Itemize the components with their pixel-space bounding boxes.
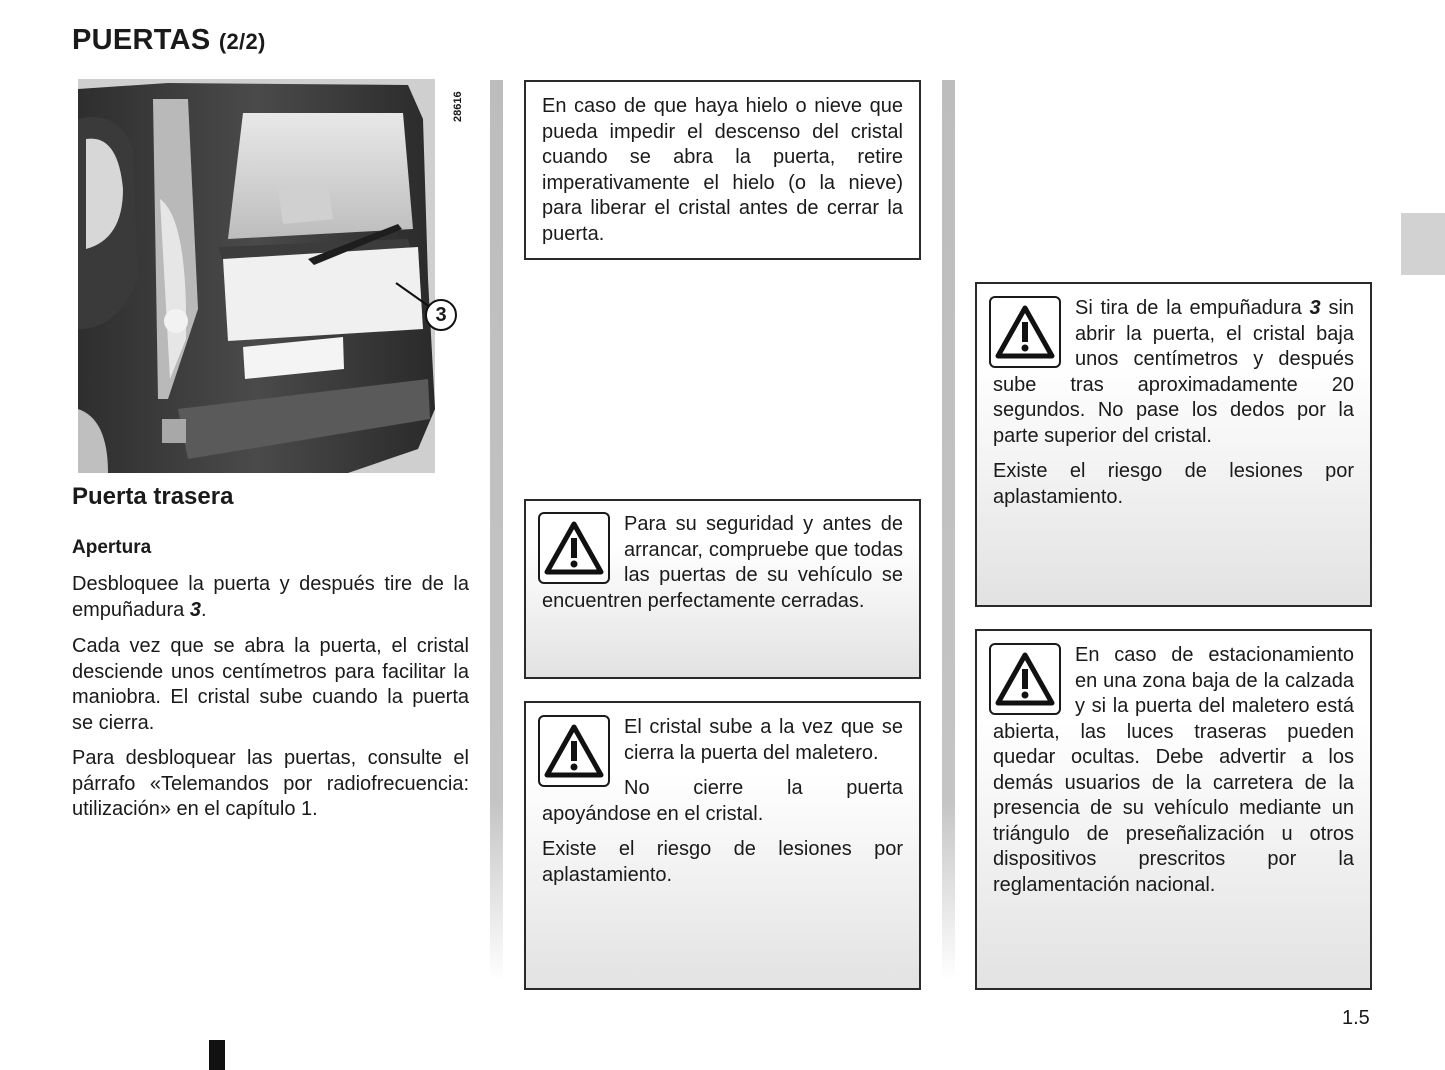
section-subheading: Apertura: [72, 537, 152, 558]
warning-triangle-icon: [538, 715, 610, 787]
paragraph-unlock-ref: Para desbloquear las puertas, consulte el párrafo «Telemandos por radiofrecuencia: utilización» en el capítulo 1.: [72, 747, 469, 820]
note-ice-text: En caso de que haya hielo o nieve que pueda impedir el descenso del cristal cuando se abra la puerta, retire imperativamente el hielo (o la nieve) para liberar el cristal antes de cerrar la puerta.: [542, 95, 903, 245]
paragraph-glass: Cada vez que se abra la puerta, el cristal desciende unos centímetros para facilitar la maniobra. El cristal sube cuando la puerta se cierra.: [72, 635, 469, 734]
warning-handle-text-b: sin abrir la puerta, el cristal baja unos centímetros y después sube tras aproximadamente 20 segundos. No pase los dedos por la parte superior del cristal.: [993, 297, 1355, 447]
paragraph-unlock-text: Desbloquee la puerta y después tire de la empuñadura: [72, 573, 469, 621]
warning-glass-text-1: El cristal sube a la vez que se cierra la puerta del maletero.: [624, 716, 903, 764]
warning-parking-box: [975, 629, 1372, 990]
page-title: [72, 24, 266, 57]
warning-triangle-icon: [989, 296, 1061, 368]
section-heading: Puerta trasera: [72, 483, 234, 510]
rear-door-illustration: [78, 79, 435, 473]
warning-safety-text: Para su seguridad y antes de arrancar, compruebe que todas las puertas de su vehículo se encuentren perfectamente cerradas.: [542, 513, 903, 612]
note-ice-box: [524, 80, 921, 260]
warning-parking-text: En caso de estacionamiento en una zona baja de la calzada y si la puerta del maletero está abierta, las luces traseras pueden quedar ocultas. Debe advertir a los demás usuarios de la carretera de la presencia de su vehículo mediante un triángulo de preseñalización u otros dispositivos prescritos por la reglamentación nacional.: [993, 644, 1354, 896]
column-separator: [490, 80, 503, 980]
paragraph-unlock-end: .: [201, 598, 207, 621]
page-title-main: PUERTAS: [72, 24, 211, 56]
warning-triangle-icon: [989, 643, 1061, 715]
warning-triangle-icon: [538, 512, 610, 584]
page-title-sub: (2/2): [218, 29, 266, 54]
callout-3: [425, 299, 457, 331]
figure-code: 28616: [452, 91, 464, 122]
warning-safety-box: [524, 499, 921, 679]
warning-handle-text-2: Existe el riesgo de lesiones por aplastamiento.: [993, 460, 1354, 508]
warning-glass-text-2: No cierre la puerta apoyándose en el cristal.: [542, 777, 903, 825]
warning-handle-text-a: Si tira de la empuñadura: [1075, 297, 1310, 319]
handle-ref: 3: [1309, 297, 1321, 319]
handle-ref: 3: [189, 598, 201, 621]
page-number: 1.5: [1342, 1007, 1370, 1029]
chapter-tab: [1401, 213, 1445, 275]
warning-glass-text-3: Existe el riesgo de lesiones por aplastamiento.: [542, 838, 903, 886]
paragraph-unlock: [72, 572, 469, 623]
callout-label: 3: [435, 303, 447, 326]
warning-handle-box: [975, 282, 1372, 607]
warning-glass-box: [524, 701, 921, 990]
page-marker: [209, 1040, 225, 1070]
column-separator: [942, 80, 955, 980]
